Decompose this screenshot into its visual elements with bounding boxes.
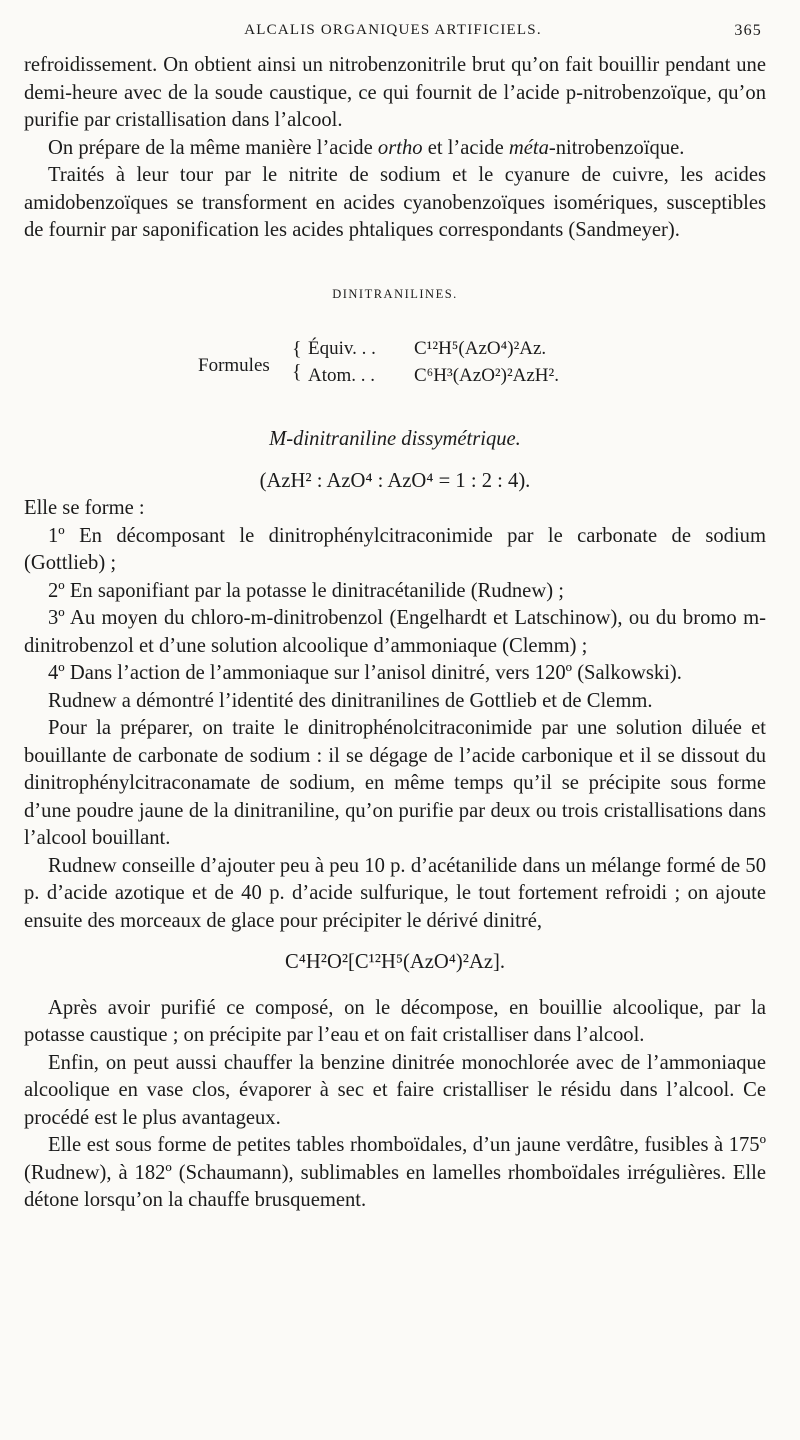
section-title: DINITRANILINES. bbox=[332, 286, 458, 301]
intro-p2-ortho: ortho bbox=[377, 136, 423, 159]
equiv-row bbox=[308, 335, 547, 363]
running-head-title: ALCALIS ORGANIQUES ARTIFICIELS. bbox=[244, 22, 542, 38]
alternative-paragraph: Enfin, on peut aussi chauffer la benzine dinitrée monochlorée avec de l’ammoniaque alcoolique en vase clos, évaporer à sec et faire cristalliser le résidu dans l’alcool. Ce procédé est le plus avantageux. bbox=[24, 1051, 766, 1129]
method-3: 3º Au moyen du chloro-m-dinitrobenzol (Engelhardt et Latschinow), ou du bromo m-dinitrobenzol et d’une solution alcoolique d’ammoniaque (Clemm) ; bbox=[24, 607, 766, 657]
intro-p2-mid: et l’acide bbox=[422, 136, 509, 159]
page-number: 365 bbox=[734, 22, 762, 39]
atom-label: Atom. . . bbox=[308, 365, 376, 386]
after-purify-paragraph: Après avoir purifié ce composé, on le décompose, en bouillie alcoolique, par la potasse caustique ; on précipite par l’eau et on fait cristalliser dans l’alcool. bbox=[24, 996, 766, 1046]
intro-paragraph-1: refroidissement. On obtient ainsi un nitrobenzonitrile brut qu’on fait bouillir pendant une demi-heure avec de la soude caustique, ce qui fournit de l’acide p-nitrobenzoïque, qu’on purifie par cristallisation dans l’alcool. bbox=[24, 54, 766, 131]
intro-p2-before: On prépare de la même manière l’acide bbox=[48, 136, 378, 159]
preparation-paragraph: Pour la préparer, on traite le dinitrophénolcitraconimide par une solution diluée et bouillante de carbonate de sodium : il se dégage de l’acide carbonique et il se dissout du dinitrophénylcitraconamate de sodium, en même temps qu’il se précipite sous forme d’une poudre jaune de la dinitraniline, qu’on purifie par deux ou trois cristallisations dans l’alcool bouillant. bbox=[24, 717, 766, 849]
derivative-formula: C⁴H²O²[C¹²H⁵(AzO⁴)²Az]. bbox=[285, 951, 505, 973]
identity-paragraph: Rudnew a démontré l’identité des dinitranilines de Gottlieb et de Clemm. bbox=[48, 689, 653, 712]
forms-intro: Elle se forme : bbox=[24, 497, 145, 519]
rudnew-method-paragraph: Rudnew conseille d’ajouter peu à peu 10 p. d’acétanilide dans un mélange formé de 50 p. d’acide azotique et de 40 p. d’acide sulfurique, le tout fortement refroidi ; on ajoute ensuite des morceaux de glace pour précipiter le dérivé dinitré, bbox=[24, 854, 766, 932]
method-1: 1º En décomposant le dinitrophénylcitraconimide par le carbonate de sodium (Gottlieb) ; bbox=[24, 524, 766, 574]
method-2: 2º En saponifiant par la potasse le dinitracétanilide (Rudnew) ; bbox=[48, 579, 564, 602]
formulas-brace: { { bbox=[292, 338, 302, 383]
properties-paragraph: Elle est sous forme de petites tables rhomboïdales, d’un jaune verdâtre, fusibles à 175º (Rudnew), à 182º (Schaumann), sublimables en lamelles rhomboïdales irrégulières. Elle détone lorsqu’on la chauffe brusquement. bbox=[24, 1134, 766, 1211]
intro-p2-after: -nitrobenzoïque. bbox=[548, 136, 685, 159]
equiv-formula: C¹²H⁵(AzO⁴)²Az. bbox=[414, 338, 547, 359]
method-4: 4º Dans l’action de l’ammoniaque sur l’anisol dinitré, vers 120º (Salkowski). bbox=[48, 662, 682, 684]
intro-paragraph-2 bbox=[24, 135, 766, 163]
equiv-label: Équiv. . . bbox=[308, 338, 376, 359]
running-head bbox=[24, 22, 762, 52]
atom-formula: C⁶H³(AzO²)²AzH². bbox=[414, 365, 559, 386]
body-text bbox=[24, 52, 766, 1215]
atom-row bbox=[308, 362, 559, 390]
formulas-block bbox=[24, 330, 766, 400]
intro-paragraph-3: Traités à leur tour par le nitrite de sodium et le cyanure de cuivre, les acides amidobenzoïques se transforment en acides cyanobenzoïques isomériques, susceptibles de fournir par saponification les acides phtaliques correspondants (Sandmeyer). bbox=[24, 164, 766, 241]
formulas-label: Formules bbox=[198, 355, 270, 376]
compound-ratio: (AzH² : AzO⁴ : AzO⁴ = 1 : 2 : 4). bbox=[259, 469, 531, 492]
intro-p2-meta: méta bbox=[508, 136, 549, 159]
compound-title: M-dinitraniline dissymétrique. bbox=[269, 428, 521, 450]
